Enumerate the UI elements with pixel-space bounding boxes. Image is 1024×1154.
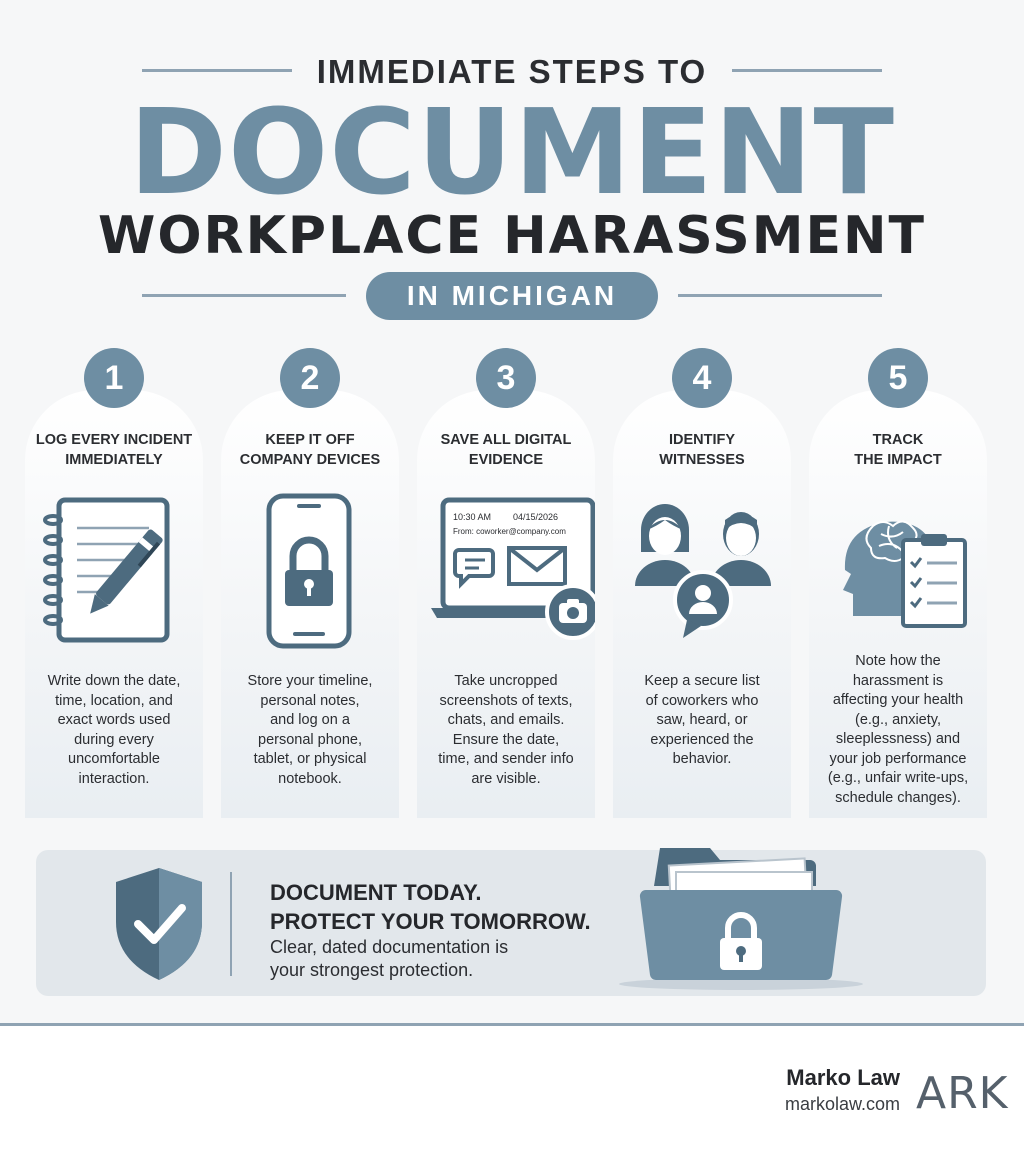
locked-phone-icon (235, 490, 385, 650)
screen-date: 04/15/2026 (513, 512, 559, 522)
step-body-line: harassment is (852, 672, 944, 689)
step-title (617, 430, 787, 470)
step-body-line: Write down the date, (47, 673, 181, 689)
step-title-line: THE IMPACT (854, 452, 942, 468)
brand-url[interactable]: markolaw.com (784, 1094, 900, 1114)
step-title-line: IMMEDIATELY (65, 452, 163, 468)
step-title-line: EVIDENCE (468, 452, 544, 468)
brand-logo-fragment: ARK (916, 1068, 1009, 1119)
screen-from: From: coworker@company.com (453, 527, 566, 536)
step-card-4 (613, 390, 791, 818)
step-title-line: TRACK (872, 432, 924, 448)
step-body-line: personal phone, (258, 731, 362, 748)
step-title-line: IDENTIFY (668, 432, 736, 448)
step-body-line: are visible. (471, 770, 541, 787)
step-body-line: Store your timeline, (247, 673, 373, 689)
pill-rule-left (142, 294, 346, 297)
step-body-line: Keep a secure list (644, 673, 760, 689)
location-pill: IN MICHIGAN (366, 272, 658, 320)
banner-heading-line: PROTECT YOUR TOMORROW. (270, 909, 591, 934)
step-body-line: of coworkers who (645, 692, 759, 709)
banner-heading (270, 878, 591, 936)
step-body-line: experienced the (650, 731, 754, 748)
step-body-line: behavior. (672, 751, 732, 767)
banner-text-line: your strongest protection. (270, 960, 474, 980)
step-body (423, 672, 589, 789)
step-body-line: and log on a (270, 712, 350, 728)
step-body-line: saw, heard, or (656, 712, 748, 728)
brand-name: Marko Law (786, 1065, 900, 1090)
step-card-1 (25, 390, 203, 818)
protection-banner (36, 850, 986, 996)
headline: DOCUMENT (129, 83, 895, 221)
step-title-line: LOG EVERY INCIDENT (35, 432, 193, 448)
step-body-line: Note how the (855, 653, 941, 669)
step-body-line: personal notes, (260, 692, 360, 709)
notebook-pen-icon (39, 490, 189, 650)
step-title (29, 430, 199, 470)
step-body-line: time, and sender info (438, 751, 574, 767)
step-body-line: during every (74, 731, 154, 748)
step-title (813, 430, 983, 470)
screen-time: 10:30 AM (453, 512, 492, 522)
step-body (31, 672, 197, 789)
step-body-line: tablet, or physical (253, 751, 367, 767)
head-clipboard-icon (823, 486, 973, 646)
laptop-screenshot-icon (417, 490, 595, 650)
step-body (815, 652, 981, 808)
locked-folder-icon (616, 838, 866, 992)
step-card-3 (417, 390, 595, 818)
step-title (225, 430, 395, 470)
step-body-line: uncomfortable (68, 751, 160, 767)
step-title (421, 430, 591, 470)
step-body-line: your job performance (829, 750, 967, 767)
step-title-line: SAVE ALL DIGITAL (440, 432, 572, 448)
step-badge-2: 2 (280, 348, 340, 408)
kicker-text: IMMEDIATE STEPS TO (316, 53, 708, 90)
step-card-2 (221, 390, 399, 818)
step-body-line: Take uncropped (454, 673, 558, 689)
banner-heading-line: DOCUMENT TODAY. (270, 880, 482, 905)
step-badge-5: 5 (868, 348, 928, 408)
banner-text-line: Clear, dated documentation is (270, 937, 509, 957)
step-title-line: COMPANY DEVICES (239, 452, 381, 468)
step-title-line: KEEP IT OFF (265, 432, 355, 448)
step-body-line: sleeplessness) and (835, 731, 961, 747)
bottom-rule (0, 1023, 1024, 1026)
step-body-line: (e.g., anxiety, (855, 711, 941, 728)
step-body-line: time, location, and (55, 692, 173, 709)
shield-check-icon (112, 866, 206, 982)
step-body-line: notebook. (278, 770, 342, 787)
step-body (619, 672, 785, 770)
banner-text (270, 936, 508, 982)
subhead: WORKPLACE HARASSMENT (97, 206, 927, 266)
banner-divider (230, 872, 232, 976)
step-body (227, 672, 393, 789)
step-title-line: WITNESSES (659, 452, 745, 468)
step-body-line: schedule changes). (835, 789, 961, 806)
step-body-line: screenshots of texts, (439, 692, 573, 709)
step-body-line: exact words used (57, 712, 171, 728)
step-body-line: (e.g., unfair write-ups, (827, 770, 969, 786)
step-badge-3: 3 (476, 348, 536, 408)
step-card-5 (809, 390, 987, 818)
step-badge-4: 4 (672, 348, 732, 408)
step-body-line: Ensure the date, (452, 731, 560, 748)
step-body-line: interaction. (78, 770, 150, 787)
step-body-line: chats, and emails. (447, 712, 565, 728)
pill-rule-right (678, 294, 882, 297)
step-body-line: affecting your health (832, 692, 964, 708)
brand-block (785, 1064, 900, 1116)
witnesses-icon (619, 490, 785, 650)
step-badge-1: 1 (84, 348, 144, 408)
